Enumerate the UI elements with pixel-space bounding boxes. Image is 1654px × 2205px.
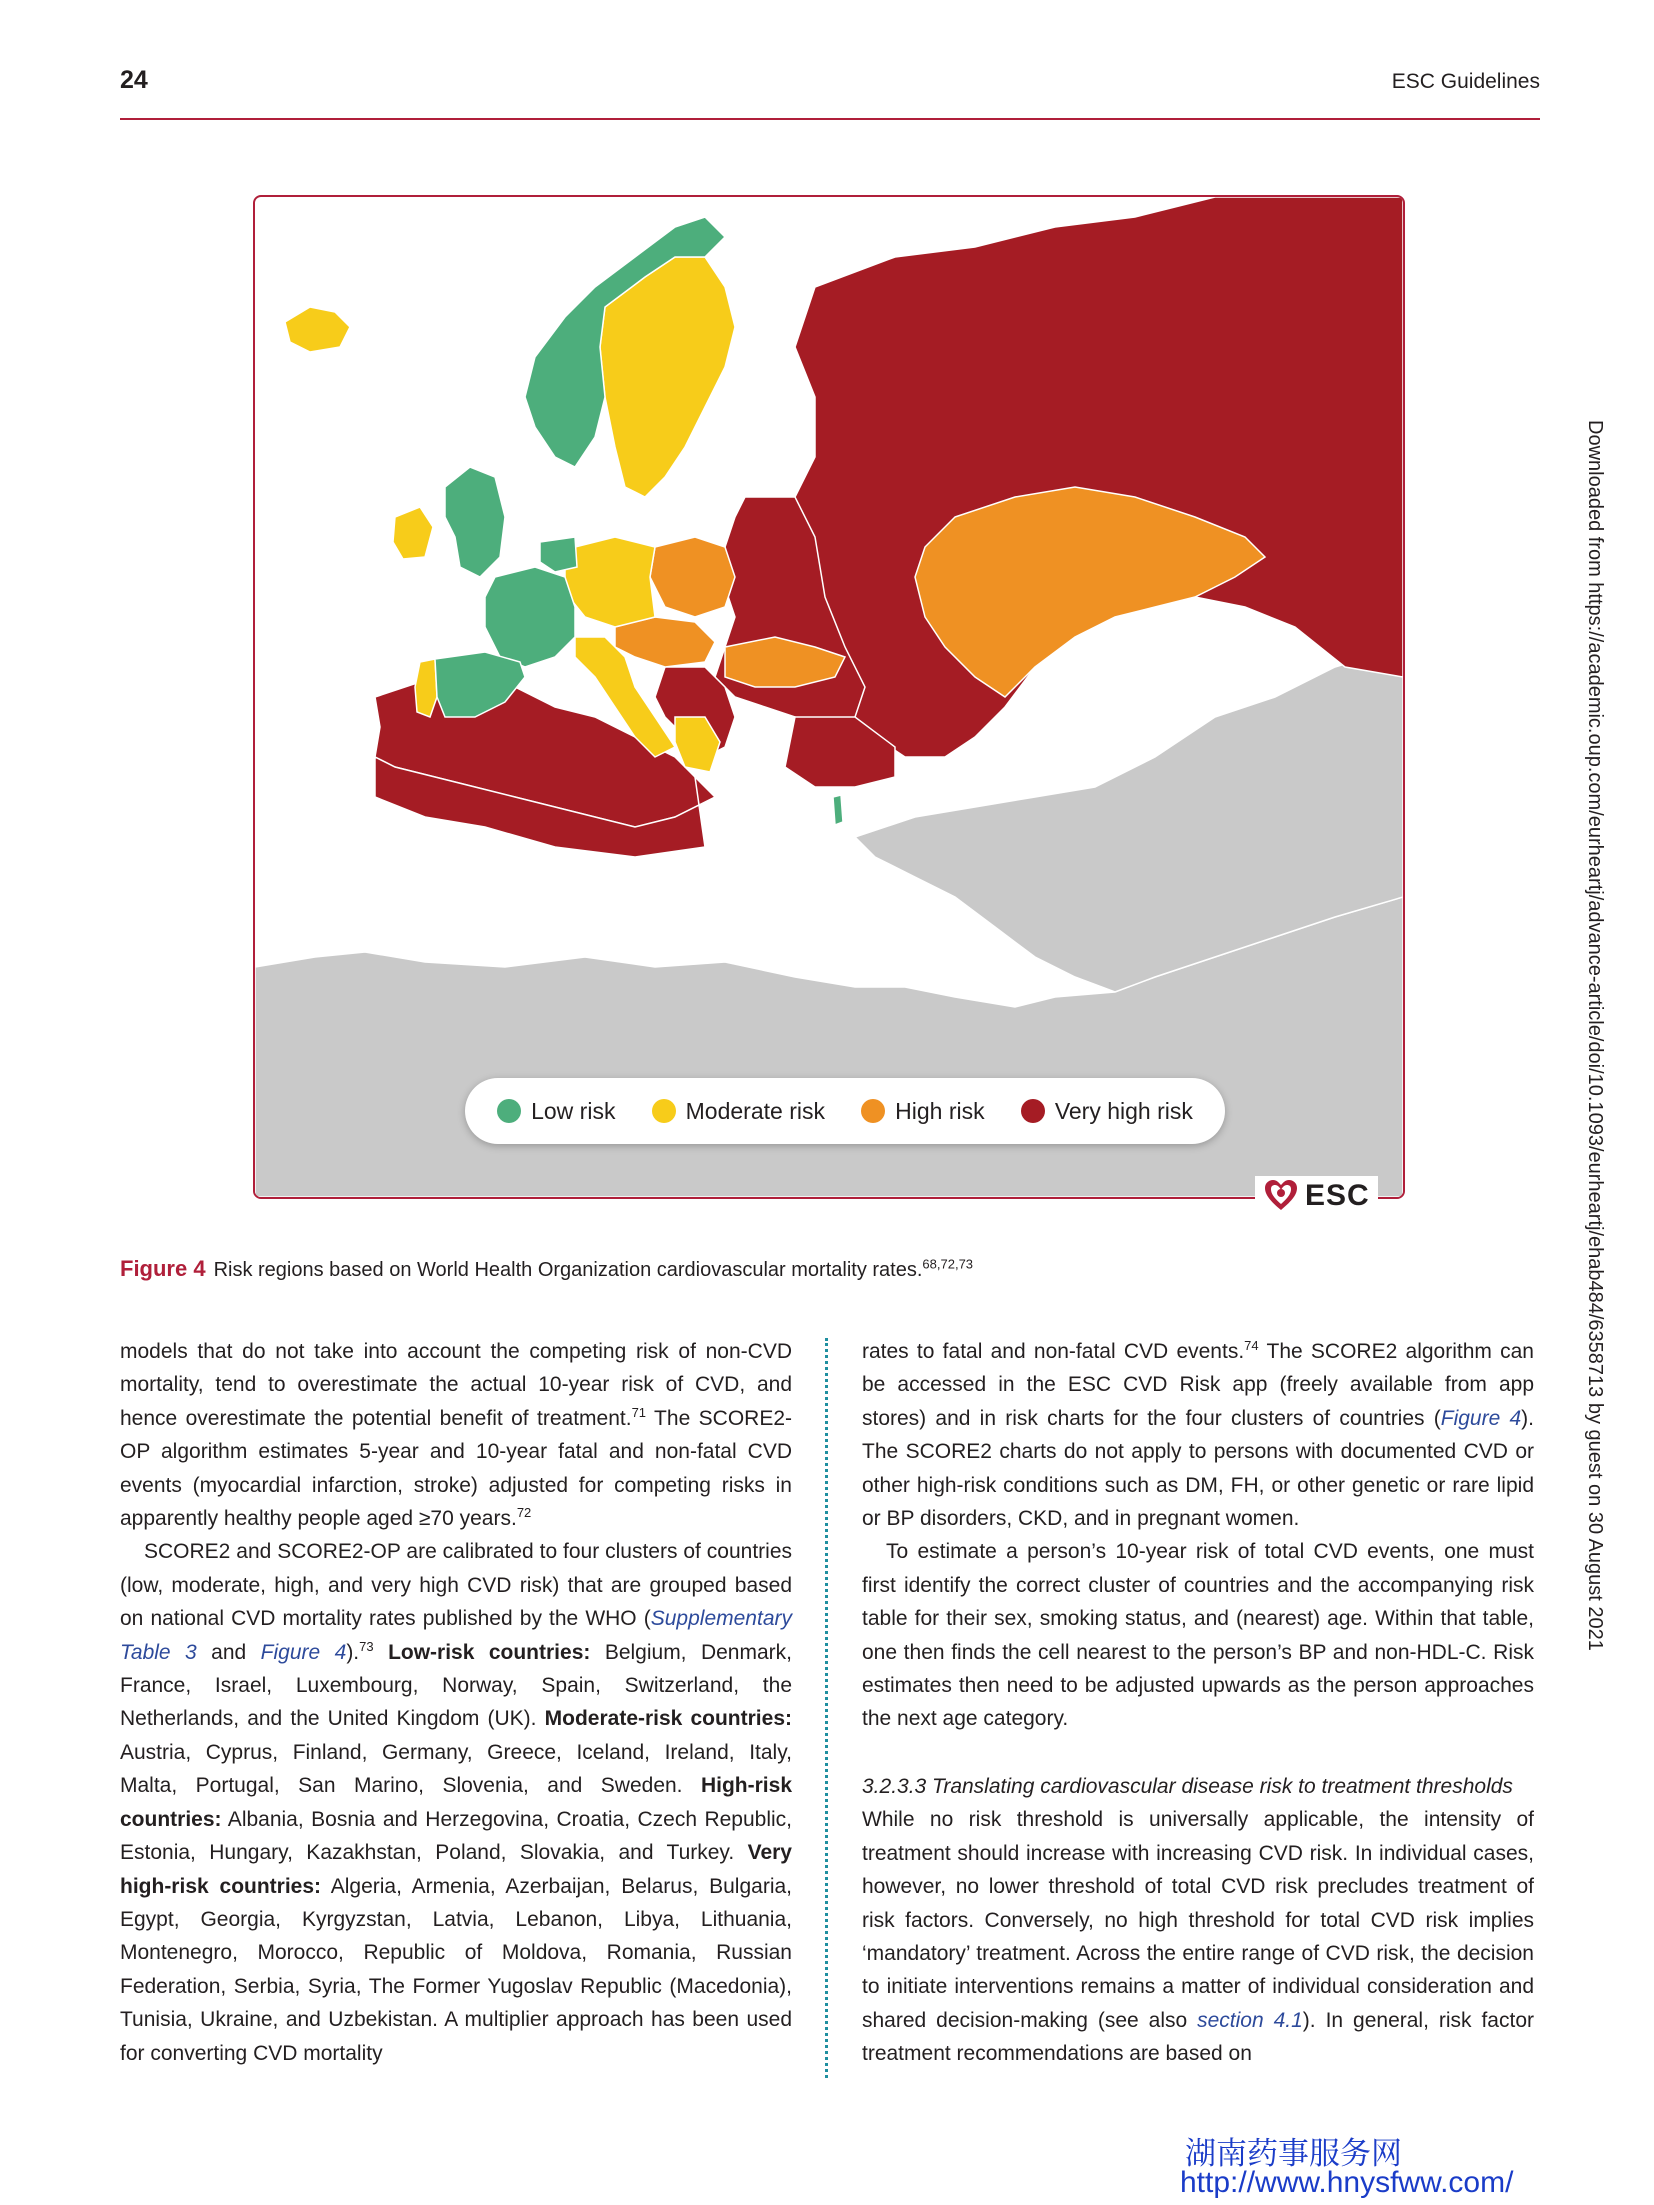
text: The SCORE2 algorithm can be accessed in the ESC CVD Risk app (freely available from app stores) and in risk charts for the four clusters of countries ( — [862, 1340, 1534, 1430]
body-column-right — [862, 1335, 1534, 2071]
very-high-risk-countries: Algeria, Armenia, Azerbaijan, Belarus, Bulgaria, Egypt, Georgia, Kyrgyzstan, Latvia, Lebanon, Libya, Lithuania, Montenegro, Morocco, Republic of Moldova, Romania, Russian Federation, Serbia, Syria, The Former Yugoslav Republic (Macedonia), Tunisia, Ukraine, and Uzbekistan. A multiplier approach has been used for converting CVD mortality — [120, 1874, 792, 2065]
esc-logo — [1255, 1176, 1378, 1216]
map-region-germany — [565, 537, 655, 627]
figure-caption-text: Risk regions based on World Health Organization cardiovascular mortality rates. — [213, 1259, 923, 1281]
legend-dot-very-high — [1021, 1099, 1045, 1123]
body-column-left — [120, 1335, 792, 2070]
low-risk-countries: Belgium, Denmark, France, Israel, Luxembourg, Norway, Spain, Switzerland, the Netherlands, and the United Kingdom (UK). — [120, 1640, 792, 1731]
map-region-france — [485, 567, 575, 667]
section-subheading: 3.2.3.3 Translating cardiovascular disease risk to treatment thresholds — [862, 1774, 1513, 1798]
legend-dot-moderate — [652, 1099, 676, 1123]
paragraph: To estimate a person’s 10-year risk of total CVD events, one must first identify the correct cluster of countries and the accompanying risk table for their sex, smoking status, and (nearest) age. Within that table, one then finds the cell nearest to the person’s BP and non-HDL-C. Risk estimates then need to be adjusted upwards as the person approaches the next age category. — [862, 1540, 1534, 1731]
legend-label-high: High risk — [895, 1097, 985, 1124]
risk-map — [255, 197, 1403, 1197]
download-note — [1584, 420, 1606, 1800]
page-header — [120, 60, 1540, 120]
figure-caption-refs[interactable]: 68,72,73 — [922, 1256, 974, 1272]
low-risk-label: Low-risk countries: — [388, 1640, 591, 1664]
section-4-1-link[interactable]: section 4.1 — [1197, 2008, 1303, 2032]
figure-caption-label[interactable]: Figure 4 — [120, 1256, 206, 1281]
map-region-benelux — [540, 537, 577, 572]
paragraph — [120, 1535, 792, 2070]
paragraph — [120, 1335, 792, 1535]
text: ). — [346, 1640, 360, 1664]
figure-caption — [120, 1256, 1540, 1282]
legend-dot-high — [861, 1099, 885, 1123]
high-risk-label: High-risk countries: — [120, 1774, 792, 1831]
moderate-risk-countries: Austria, Cyprus, Finland, Germany, Greece, Iceland, Ireland, Italy, Malta, Portugal, San Marino, Slovenia, and Sweden. — [120, 1740, 792, 1798]
map-region-ireland — [393, 507, 433, 559]
high-risk-countries: Albania, Bosnia and Herzegovina, Croatia, Czech Republic, Estonia, Hungary, Kazakhstan, Poland, Slovakia, and Turkey. — [120, 1807, 792, 1865]
figure-4-link[interactable]: Figure 4 — [1440, 1406, 1522, 1430]
ref-74[interactable]: 74 — [1244, 1338, 1259, 1353]
map-region-portugal — [415, 659, 437, 717]
legend-dot-low — [497, 1099, 521, 1123]
legend-item-low — [497, 1098, 615, 1125]
legend-label-low: Low risk — [531, 1097, 616, 1124]
figure-4-link[interactable]: Figure 4 — [260, 1640, 347, 1664]
paragraph — [862, 1335, 1534, 1535]
watermark-site-name: 湖南药事服务网 — [1185, 2136, 1402, 2172]
ref-73[interactable]: 73 — [359, 1638, 374, 1654]
legend-item-high — [861, 1098, 984, 1125]
map-region-iceland — [285, 307, 350, 352]
map-region-central-high — [615, 617, 715, 667]
text: rates to fatal and non-fatal CVD events. — [862, 1340, 1245, 1363]
text: The SCORE2-OP algorithm estimates 5-year and 10-year fatal and non-fatal CVD events (myocardial infarction, stroke) adjusted for competing risks in apparently healthy people aged ≥70 years. — [120, 1406, 792, 1531]
page-number: 24 — [120, 66, 148, 94]
text: SCORE2 and SCORE2-OP are calibrated to four clusters of countries (low, moderate, high, and very high CVD risk) that are grouped based on national CVD mortality rates published by the WHO ( — [120, 1540, 792, 1631]
legend-item-moderate — [652, 1098, 825, 1125]
text: While no risk threshold is universally applicable, the intensity of treatment should increase with increasing CVD risk. In individual cases, however, no lower threshold of total CVD risk precludes treatment of risk factors. Conversely, no high threshold for total CVD risk implies ‘mandatory’ treatment. Across the entire range of CVD risk, the decision to initiate interventions remains a matter of individual consideration and shared decision-making (see also — [862, 1808, 1534, 2032]
map-region-israel — [833, 795, 843, 825]
map-region-russia — [775, 197, 1403, 757]
very-high-risk-label: Very high-risk countries: — [120, 1841, 792, 1898]
supplementary-table-link[interactable]: Supplementary Table 3 — [120, 1607, 792, 1664]
map-region-poland — [650, 537, 735, 617]
esc-logo-text: ESC — [1305, 1179, 1370, 1212]
header-rule — [120, 118, 1540, 120]
text: and — [196, 1640, 261, 1664]
ref-72[interactable]: 72 — [516, 1505, 532, 1521]
column-divider — [825, 1338, 828, 2078]
paragraph — [862, 1803, 1534, 2070]
heart-logo-icon — [1263, 1178, 1299, 1214]
legend-label-very-high: Very high risk — [1054, 1097, 1193, 1124]
text: ). The SCORE2 charts do not apply to persons with documented CVD or other high-risk conditions such as DM, FH, or other genetic or rare lipid or BP disorders, CKD, and in pregnant women. — [862, 1406, 1534, 1531]
ref-71[interactable]: 71 — [631, 1404, 647, 1420]
figure-frame — [253, 195, 1405, 1199]
map-legend — [465, 1078, 1225, 1144]
moderate-risk-label: Moderate-risk countries: — [544, 1707, 792, 1731]
text: ). In general, risk factor treatment recommendations are based on — [862, 2008, 1534, 2066]
text: models that do not take into account the competing risk of non-CVD mortality, tend to overestimate the actual 10-year risk of CVD, and hence overestimate the potential benefit of treatment. — [120, 1340, 792, 1430]
map-region-uk — [445, 467, 505, 577]
download-note-text: Downloaded from https://academic.oup.com/eurheartj/advance-article/doi/10.1093/eurheartj/ehab484/6358713 by guest on 30 August 2021 — [1584, 420, 1606, 1651]
journal-name: ESC Guidelines — [1391, 70, 1540, 93]
legend-item-very-high — [1021, 1098, 1193, 1125]
legend-label-moderate: Moderate risk — [685, 1097, 825, 1124]
watermark-url[interactable]: http://www.hnysfww.com/ — [1180, 2166, 1514, 2199]
